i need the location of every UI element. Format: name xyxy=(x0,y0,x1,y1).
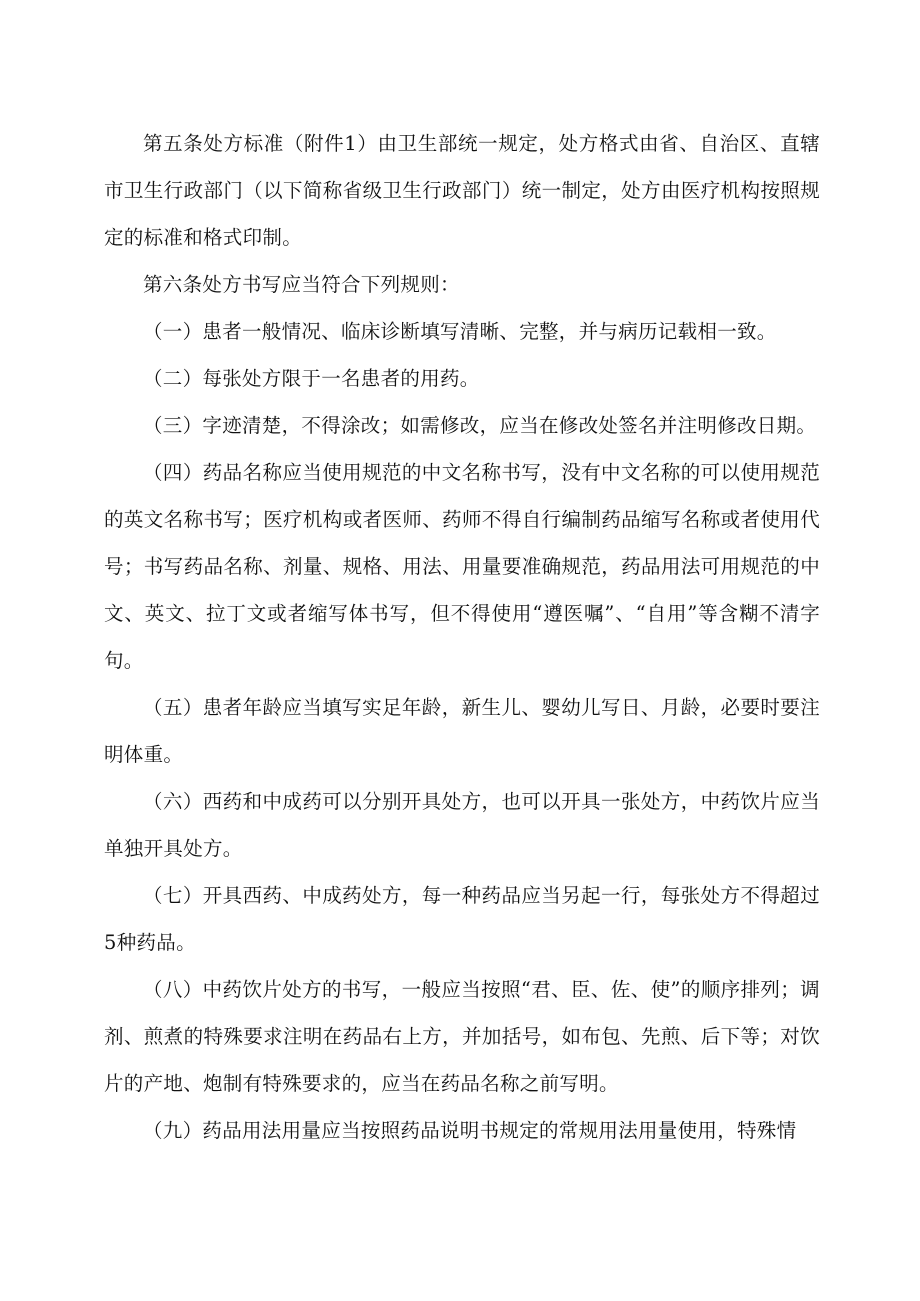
rule-9-paragraph: （九）药品用法用量应当按照药品说明书规定的常规用法用量使用，特殊情 xyxy=(143,1119,797,1142)
rule-3-paragraph: （三）字迹清楚，不得涂改；如需修改，应当在修改处签名并注明修改日期。 xyxy=(143,414,817,437)
rule-7-paragraph: （七）开具西药、中成药处方，每一种药品应当另起一行，每张处方不得超过5种药品。 xyxy=(104,884,820,954)
rule-6-paragraph: （六）西药和中成药可以分别开具处方，也可以开具一张处方，中药饮片应当单独开具处方。 xyxy=(104,790,820,860)
rule-4-paragraph: （四）药品名称应当使用规范的中文名称书写，没有中文名称的可以使用规范的英文名称书写；医疗机构或者医师、药师不得自行编制药品缩写名称或者使用代号；书写药品名称、剂量、规格、用法、用量要准确规范，药品用法可用规范的中文、英文、拉丁文或者缩写体书写，但不得使用“遵医嘱”、“自用”等含糊不清字句。 xyxy=(104,461,820,672)
rule-5-paragraph: （五）患者年龄应当填写实足年龄，新生儿、婴幼儿写日、月龄，必要时要注明体重。 xyxy=(104,696,820,766)
rule-1-paragraph: （一）患者一般情况、临床诊断填写清晰、完整，并与病历记载相一致。 xyxy=(143,320,777,343)
article-6-paragraph: 第六条处方书写应当符合下列规则： xyxy=(143,273,460,296)
rule-8-paragraph: （八）中药饮片处方的书写，一般应当按照“君、臣、佐、使”的顺序排列；调剂、煎煮的特殊要求注明在药品右上方，并加括号，如布包、先煎、后下等；对饮片的产地、炮制有特殊要求的，应当在药品名称之前写明。 xyxy=(104,978,820,1095)
document-body xyxy=(104,120,820,1154)
rule-2-paragraph: （二）每张处方限于一名患者的用药。 xyxy=(143,367,480,390)
article-5-paragraph: 第五条处方标准（附件1）由卫生部统一规定，处方格式由省、自治区、直辖市卫生行政部门（以下简称省级卫生行政部门）统一制定，处方由医疗机构按照规定的标准和格式印制。 xyxy=(104,132,820,249)
